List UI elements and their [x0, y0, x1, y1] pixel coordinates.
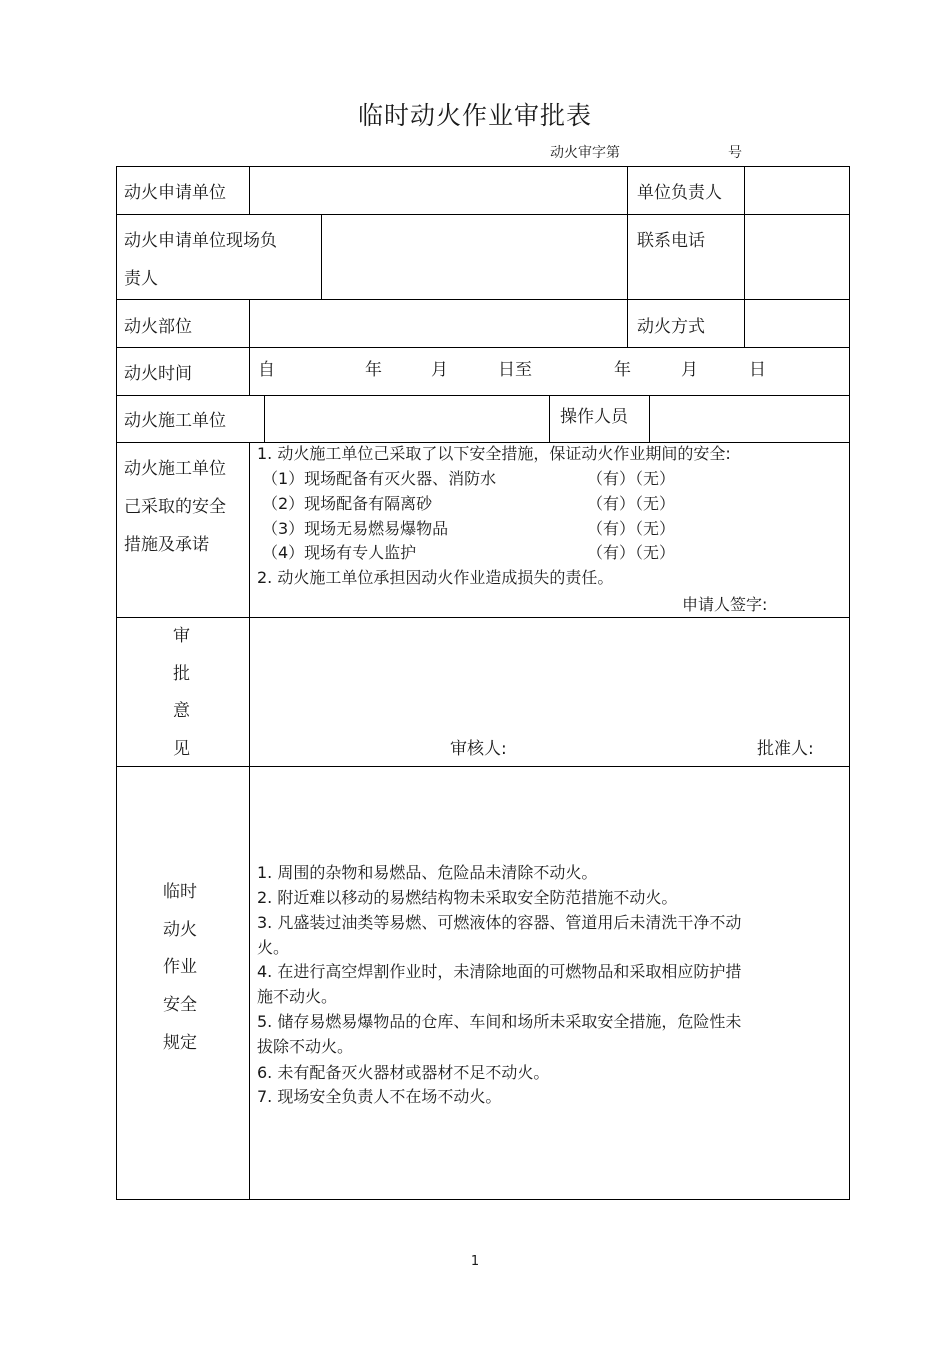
row-divider [117, 214, 849, 215]
label-site-leader-line2: 责人 [124, 269, 158, 289]
rule-line: 3. 凡盛装过油类等易燃、可燃液体的容器、管道用后未清洗干净不动 [257, 913, 742, 932]
col-divider [627, 299, 628, 347]
rules-label-line: 动火 [163, 920, 197, 940]
time-year-2: 年 [614, 360, 631, 380]
time-month-1: 月 [431, 360, 448, 380]
row-divider [117, 395, 849, 396]
time-from: 自 [258, 360, 275, 380]
col-divider [264, 395, 265, 442]
rules-label-line: 临时 [163, 882, 197, 902]
time-day-to: 日至 [498, 360, 532, 380]
measure-item-choice: （有）（无） [587, 519, 676, 538]
rule-line: 施不动火。 [257, 987, 338, 1006]
col-divider [249, 347, 250, 395]
rule-line: 6. 未有配备灭火器材或器材不足不动火。 [257, 1063, 550, 1082]
measure-item-choice: （有）（无） [587, 543, 676, 562]
col-divider [744, 299, 745, 347]
row-divider [117, 766, 849, 767]
label-contact-phone: 联系电话 [637, 231, 705, 251]
col-divider [627, 214, 628, 299]
label-measures-3: 措施及承诺 [124, 535, 209, 555]
label-measures-1: 动火施工单位 [124, 459, 226, 479]
row-divider [117, 617, 849, 618]
label-fire-location: 动火部位 [124, 317, 192, 337]
col-divider [249, 766, 250, 1200]
approval-form-table [116, 166, 850, 1200]
label-construction-unit: 动火施工单位 [124, 411, 226, 431]
label-applicant-unit: 动火申请单位 [124, 183, 226, 203]
rule-line: 4. 在进行高空焊割作业时，未清除地面的可燃物品和采取相应防护措 [257, 962, 742, 981]
rule-line: 7. 现场安全负责人不在场不动火。 [257, 1087, 502, 1106]
measure-item-text: （3）现场无易燃易爆物品 [262, 519, 449, 538]
col-divider [549, 395, 550, 442]
measure-item-text: （1）现场配备有灭火器、消防水 [262, 469, 497, 488]
label-operator: 操作人员 [560, 407, 628, 427]
col-divider [649, 395, 650, 442]
rules-label-line: 安全 [163, 995, 197, 1015]
measures-intro: 1. 动火施工单位己采取了以下安全措施，保证动火作业期间的安全: [257, 444, 731, 463]
time-day-2: 日 [749, 360, 766, 380]
rules-label-line: 作业 [163, 957, 197, 977]
page-title: 临时动火作业审批表 [357, 101, 592, 130]
approver-label: 批准人: [757, 739, 814, 759]
applicant-signature-label: 申请人签字: [682, 595, 768, 614]
label-measures-2: 己采取的安全 [124, 497, 226, 517]
serial-suffix: 号 [728, 145, 742, 161]
col-divider [249, 167, 250, 214]
col-divider [249, 299, 250, 347]
rule-line: 2. 附近难以移动的易燃结构物未采取安全防范措施不动火。 [257, 888, 678, 907]
measure-item-choice: （有）（无） [587, 469, 676, 488]
measure-item-text: （4）现场有专人监护 [262, 543, 417, 562]
approval-label-char: 批 [173, 664, 190, 684]
measures-commitment: 2. 动火施工单位承担因动火作业造成损失的责任。 [257, 568, 614, 587]
row-divider [117, 299, 849, 300]
row-divider [117, 442, 849, 443]
rule-line: 火。 [257, 938, 290, 957]
col-divider [249, 617, 250, 766]
measure-item-text: （2）现场配备有隔离砂 [262, 494, 433, 513]
serial-prefix: 动火审字第 [550, 145, 620, 161]
col-divider [627, 167, 628, 214]
col-divider [249, 442, 250, 617]
page-number: 1 [470, 1254, 480, 1269]
label-fire-time: 动火时间 [124, 364, 192, 384]
approval-label-char: 意 [173, 701, 190, 721]
rules-label-line: 规定 [163, 1033, 197, 1053]
approval-label-char: 见 [173, 739, 190, 759]
rule-line: 1. 周围的杂物和易燃品、危险品未清除不动火。 [257, 863, 598, 882]
row-divider [117, 347, 849, 348]
time-month-2: 月 [681, 360, 698, 380]
col-divider [744, 167, 745, 299]
label-unit-leader: 单位负责人 [637, 183, 722, 203]
label-site-leader-line1: 动火申请单位现场负 [124, 231, 277, 251]
reviewer-label: 审核人: [450, 739, 507, 759]
measure-item-choice: （有）（无） [587, 494, 676, 513]
approval-label-char: 审 [173, 626, 190, 646]
time-year-1: 年 [365, 360, 382, 380]
rule-line: 5. 储存易燃易爆物品的仓库、车间和场所未采取安全措施，危险性未 [257, 1012, 742, 1031]
rule-line: 拔除不动火。 [257, 1037, 354, 1056]
col-divider [321, 214, 322, 299]
label-fire-method: 动火方式 [637, 317, 705, 337]
